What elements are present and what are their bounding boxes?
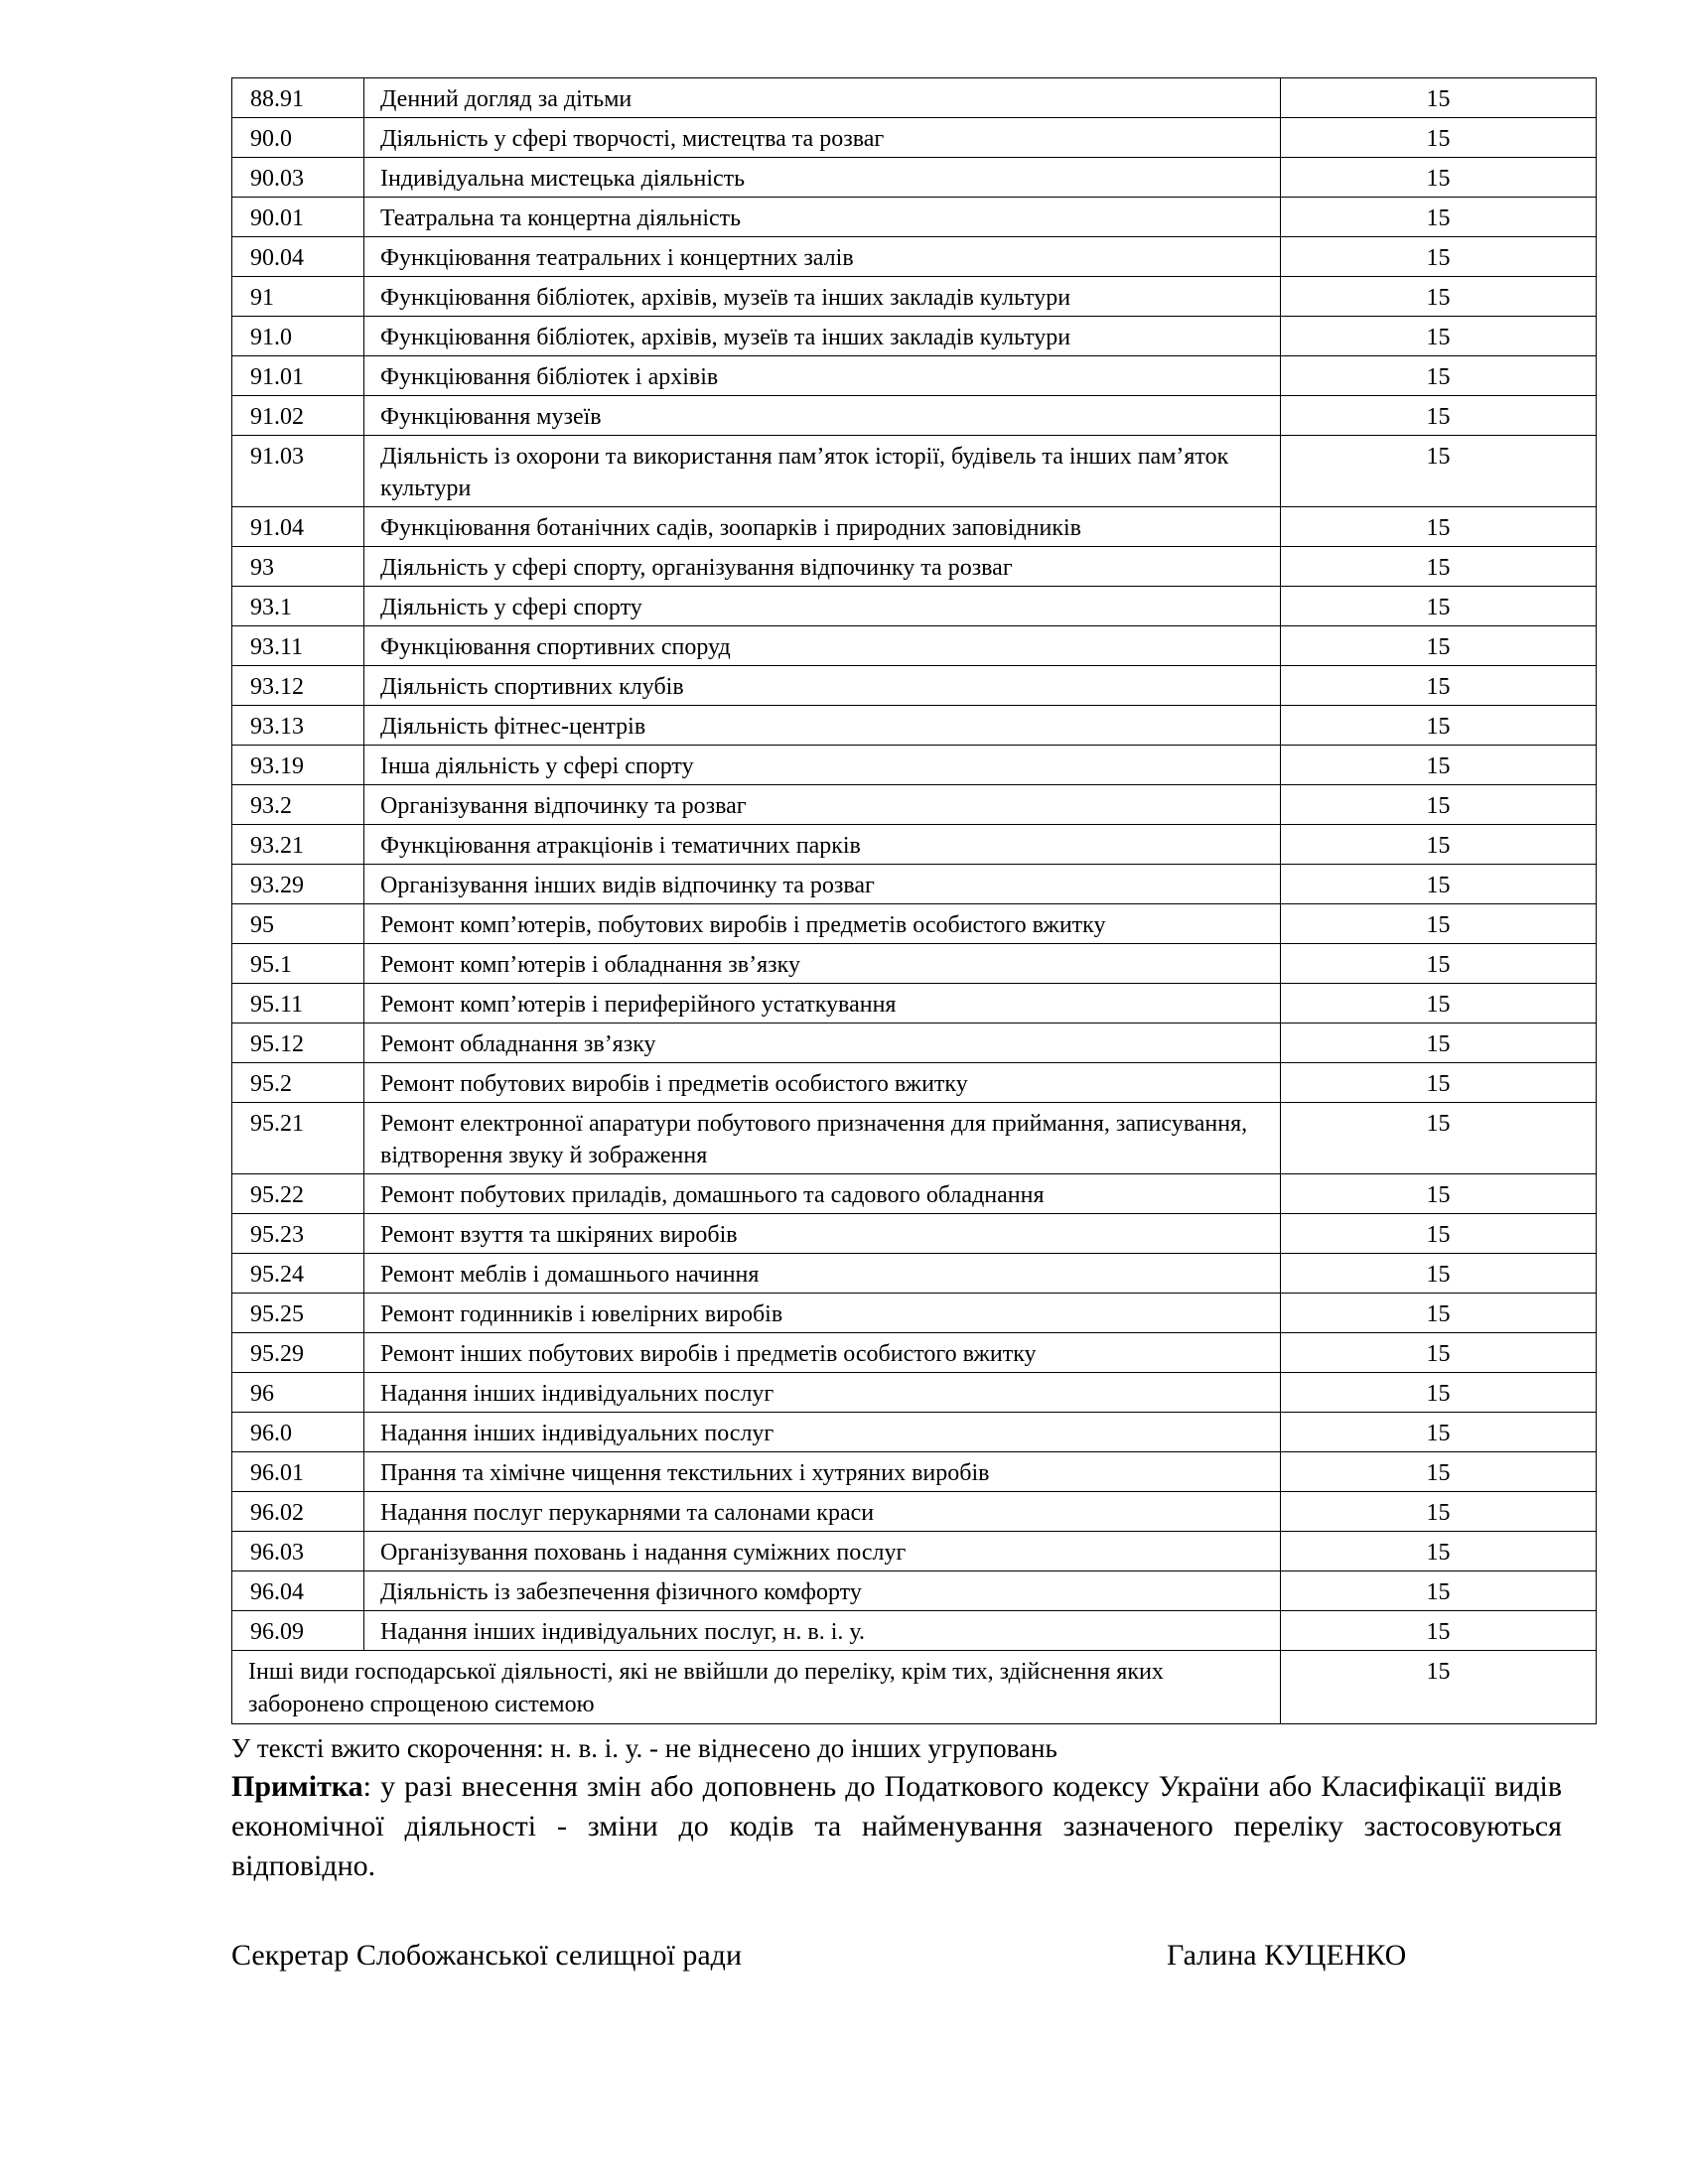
tax-rate: 15 <box>1281 158 1597 198</box>
tax-rate: 15 <box>1281 317 1597 356</box>
activity-name: Функціювання театральних і концертних залів <box>364 237 1281 277</box>
tax-rate: 15 <box>1281 198 1597 237</box>
table-row <box>232 1413 1597 1452</box>
tax-rate: 15 <box>1281 666 1597 706</box>
activity-name: Діяльність у сфері спорту, організування відпочинку та розваг <box>364 547 1281 587</box>
activity-name: Надання послуг перукарнями та салонами краси <box>364 1492 1281 1532</box>
tax-rate: 15 <box>1281 785 1597 825</box>
activity-code: 93.21 <box>232 825 364 865</box>
tax-rate: 15 <box>1281 984 1597 1024</box>
tax-rate: 15 <box>1281 1413 1597 1452</box>
table-row <box>232 1452 1597 1492</box>
table-row <box>232 1333 1597 1373</box>
activity-name: Ремонт побутових приладів, домашнього та садового обладнання <box>364 1174 1281 1214</box>
table-row <box>232 78 1597 118</box>
table-row <box>232 666 1597 706</box>
tax-rate: 15 <box>1281 118 1597 158</box>
table-row <box>232 1024 1597 1063</box>
table-row <box>232 1532 1597 1571</box>
table-row <box>232 944 1597 984</box>
table-row <box>232 317 1597 356</box>
tax-rate: 15 <box>1281 825 1597 865</box>
activity-code: 95 <box>232 904 364 944</box>
activity-code: 90.0 <box>232 118 364 158</box>
activity-name: Діяльність у сфері творчості, мистецтва та розваг <box>364 118 1281 158</box>
activity-name: Організування поховань і надання суміжних послуг <box>364 1532 1281 1571</box>
activity-code: 91 <box>232 277 364 317</box>
activity-code: 96.0 <box>232 1413 364 1452</box>
activity-code: 93.12 <box>232 666 364 706</box>
table-row <box>232 547 1597 587</box>
table-row <box>232 396 1597 436</box>
activity-name: Ремонт інших побутових виробів і предметів особистого вжитку <box>364 1333 1281 1373</box>
activity-name: Ремонт комп’ютерів і обладнання зв’язку <box>364 944 1281 984</box>
table-row <box>232 1174 1597 1214</box>
activity-name: Організування інших видів відпочинку та розваг <box>364 865 1281 904</box>
activity-code: 95.24 <box>232 1254 364 1294</box>
activity-code: 96.01 <box>232 1452 364 1492</box>
tax-rate: 15 <box>1281 1452 1597 1492</box>
activity-code: 95.22 <box>232 1174 364 1214</box>
activity-name: Ремонт побутових виробів і предметів особистого вжитку <box>364 1063 1281 1103</box>
table-row <box>232 1571 1597 1611</box>
tax-rate: 15 <box>1281 904 1597 944</box>
activity-name: Функціювання спортивних споруд <box>364 626 1281 666</box>
signatory-name: Галина КУЦЕНКО <box>1167 1939 1407 1972</box>
tax-rate: 15 <box>1281 626 1597 666</box>
note-paragraph <box>231 1767 1562 1886</box>
table-row <box>232 706 1597 746</box>
tax-rate: 15 <box>1281 1103 1597 1174</box>
table-row <box>232 277 1597 317</box>
table-row <box>232 1492 1597 1532</box>
activity-code: 96.04 <box>232 1571 364 1611</box>
table-row <box>232 356 1597 396</box>
activity-name: Функціювання атракціонів і тематичних парків <box>364 825 1281 865</box>
tax-rate: 15 <box>1281 1024 1597 1063</box>
table-row <box>232 984 1597 1024</box>
activity-code: 95.2 <box>232 1063 364 1103</box>
activity-name: Діяльність у сфері спорту <box>364 587 1281 626</box>
activity-code: 91.03 <box>232 436 364 507</box>
activity-code: 95.29 <box>232 1333 364 1373</box>
tax-rate: 15 <box>1281 1333 1597 1373</box>
table-row <box>232 1611 1597 1651</box>
activity-code: 96 <box>232 1373 364 1413</box>
table-row <box>232 785 1597 825</box>
activity-name: Ремонт обладнання зв’язку <box>364 1024 1281 1063</box>
activity-code: 90.04 <box>232 237 364 277</box>
note-label: Примітка <box>231 1770 363 1803</box>
activity-name: Організування відпочинку та розваг <box>364 785 1281 825</box>
activity-name: Ремонт меблів і домашнього начиння <box>364 1254 1281 1294</box>
table-row <box>232 825 1597 865</box>
tax-rate: 15 <box>1281 746 1597 785</box>
tax-rate: 15 <box>1281 1254 1597 1294</box>
activity-name: Діяльність спортивних клубів <box>364 666 1281 706</box>
activity-code: 96.03 <box>232 1532 364 1571</box>
activity-name: Надання інших індивідуальних послуг, н. в. і. у. <box>364 1611 1281 1651</box>
activity-name: Ремонт комп’ютерів, побутових виробів і предметів особистого вжитку <box>364 904 1281 944</box>
activity-code: 95.21 <box>232 1103 364 1174</box>
kved-table <box>231 77 1597 1724</box>
activity-name: Надання інших індивідуальних послуг <box>364 1413 1281 1452</box>
tax-rate: 15 <box>1281 865 1597 904</box>
tax-rate: 15 <box>1281 1063 1597 1103</box>
table-row <box>232 1373 1597 1413</box>
activity-code: 95.11 <box>232 984 364 1024</box>
activity-name: Ремонт комп’ютерів і периферійного устаткування <box>364 984 1281 1024</box>
table-row <box>232 198 1597 237</box>
activity-code: 91.01 <box>232 356 364 396</box>
kved-table-body <box>232 78 1597 1724</box>
activity-name: Функціювання бібліотек, архівів, музеїв та інших закладів культури <box>364 317 1281 356</box>
activity-code: 96.09 <box>232 1611 364 1651</box>
activity-code: 91.04 <box>232 507 364 547</box>
activity-name: Ремонт електронної апаратури побутового призначення для приймання, записування, відтворення звуку й зображення <box>364 1103 1281 1174</box>
signatory-title: Секретар Слобожанської селищної ради <box>231 1939 742 1972</box>
table-row <box>232 158 1597 198</box>
table-row <box>232 1254 1597 1294</box>
activity-name: Інша діяльність у сфері спорту <box>364 746 1281 785</box>
table-row <box>232 1214 1597 1254</box>
table-row <box>232 746 1597 785</box>
note-text: : у разі внесення змін або доповнень до Податкового кодексу України або Класифікації видів економічної діяльності - зміни до кодів та найменування зазначеного переліку застосовуються відповідно. <box>231 1770 1562 1882</box>
activity-name: Функціювання бібліотек і архівів <box>364 356 1281 396</box>
activity-code: 88.91 <box>232 78 364 118</box>
activity-name: Ремонт годинників і ювелірних виробів <box>364 1294 1281 1333</box>
tax-rate: 15 <box>1281 78 1597 118</box>
activity-code: 95.23 <box>232 1214 364 1254</box>
tax-rate: 15 <box>1281 507 1597 547</box>
activity-name: Діяльність фітнес-центрів <box>364 706 1281 746</box>
table-row-other <box>232 1651 1597 1724</box>
other-activities-rate: 15 <box>1281 1651 1597 1724</box>
activity-name: Театральна та концертна діяльність <box>364 198 1281 237</box>
table-row <box>232 1294 1597 1333</box>
tax-rate: 15 <box>1281 1532 1597 1571</box>
activity-code: 95.25 <box>232 1294 364 1333</box>
activity-code: 95.1 <box>232 944 364 984</box>
activity-code: 93.19 <box>232 746 364 785</box>
tax-rate: 15 <box>1281 1373 1597 1413</box>
tax-rate: 15 <box>1281 547 1597 587</box>
tax-rate: 15 <box>1281 1611 1597 1651</box>
activity-name: Діяльність із забезпечення фізичного комфорту <box>364 1571 1281 1611</box>
other-activities-cell: Інші види господарської діяльності, які не ввійшли до переліку, крім тих, здійснення яких заборонено спрощеною системою <box>232 1651 1281 1724</box>
activity-name: Функціювання ботанічних садів, зоопарків і природних заповідників <box>364 507 1281 547</box>
tax-rate: 15 <box>1281 587 1597 626</box>
table-row <box>232 626 1597 666</box>
table-row <box>232 587 1597 626</box>
activity-name: Індивідуальна мистецька діяльність <box>364 158 1281 198</box>
tax-rate: 15 <box>1281 1571 1597 1611</box>
activity-name: Денний догляд за дітьми <box>364 78 1281 118</box>
table-row <box>232 904 1597 944</box>
tax-rate: 15 <box>1281 237 1597 277</box>
table-row <box>232 118 1597 158</box>
activity-code: 93.2 <box>232 785 364 825</box>
tax-rate: 15 <box>1281 436 1597 507</box>
activity-name: Надання інших індивідуальних послуг <box>364 1373 1281 1413</box>
table-row <box>232 1063 1597 1103</box>
activity-name: Ремонт взуття та шкіряних виробів <box>364 1214 1281 1254</box>
tax-rate: 15 <box>1281 356 1597 396</box>
activity-code: 93 <box>232 547 364 587</box>
activity-name: Функціювання бібліотек, архівів, музеїв та інших закладів культури <box>364 277 1281 317</box>
activity-name: Прання та хімічне чищення текстильних і хутряних виробів <box>364 1452 1281 1492</box>
activity-code: 93.13 <box>232 706 364 746</box>
tax-rate: 15 <box>1281 1214 1597 1254</box>
activity-name: Діяльність із охорони та використання пам’яток історії, будівель та інших пам’яток культури <box>364 436 1281 507</box>
activity-code: 91.0 <box>232 317 364 356</box>
activity-code: 93.11 <box>232 626 364 666</box>
tax-rate: 15 <box>1281 706 1597 746</box>
tax-rate: 15 <box>1281 1174 1597 1214</box>
tax-rate: 15 <box>1281 277 1597 317</box>
table-row <box>232 865 1597 904</box>
table-row <box>232 436 1597 507</box>
activity-code: 95.12 <box>232 1024 364 1063</box>
activity-code: 93.1 <box>232 587 364 626</box>
activity-name: Функціювання музеїв <box>364 396 1281 436</box>
abbreviation-note: У тексті вжито скорочення: н. в. і. у. - не віднесено до інших угруповань <box>231 1733 1057 1763</box>
activity-code: 96.02 <box>232 1492 364 1532</box>
activity-code: 90.03 <box>232 158 364 198</box>
table-row <box>232 1103 1597 1174</box>
activity-code: 90.01 <box>232 198 364 237</box>
table-row <box>232 507 1597 547</box>
tax-rate: 15 <box>1281 944 1597 984</box>
tax-rate: 15 <box>1281 1492 1597 1532</box>
activity-code: 93.29 <box>232 865 364 904</box>
tax-rate: 15 <box>1281 1294 1597 1333</box>
tax-rate: 15 <box>1281 396 1597 436</box>
activity-code: 91.02 <box>232 396 364 436</box>
table-row <box>232 237 1597 277</box>
